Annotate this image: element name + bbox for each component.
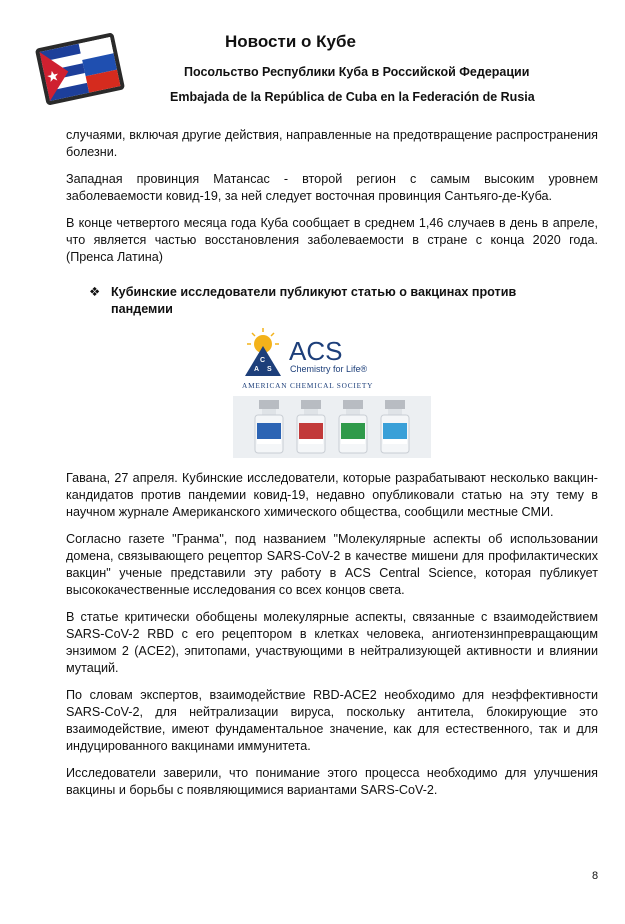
svg-text:A: A (254, 366, 260, 373)
svg-text:S: S (267, 366, 272, 373)
paragraph: Согласно газете "Гранма", под названием "Молекулярные аспекты об использовании домена, связывающего рецептор SARS-CoV-2 в качестве мишени для профилактических вакцин" ученые представили эту работу в ACS Central Science, которая публикует высококачественные исследования со всех концов света. (66, 532, 598, 597)
newsletter-title: Новости о Кубе (225, 32, 356, 51)
acs-tagline: Chemistry for Life® (290, 364, 368, 374)
paragraph: В статье критически обобщены молекулярные аспекты, связанные с взаимодействием SARS-CoV-2 RBD с его рецептором в клетках человека, ангиотензинпревращающим энзимом 2 (ACE2), эпитопами, участвующими в нейтрализующей активности и влиянии мутаций. (66, 610, 598, 675)
embassy-name-ru: Посольство Республики Куба в Российской Федерации (184, 65, 530, 79)
paragraph: В конце четвертого месяца года Куба сообщает в среднем 1,46 случаев в день в апреле, что является частью восстановления заболеваемости в стране с конца 2020 года. (Пренса Латина) (66, 216, 598, 264)
article-heading (89, 284, 598, 318)
article-body (66, 127, 598, 809)
article-heading-text: Кубинские исследователи публикуют статью о вакцинах против пандемии (111, 285, 517, 316)
flags-logo (30, 28, 130, 110)
svg-text:C: C (260, 357, 266, 364)
paragraph: Исследователи заверили, что понимание этого процесса необходимо для улучшения вакцины и борьбы с появляющимися вариантами SARS-CoV-2. (66, 766, 598, 797)
acs-society-name: AMERICAN CHEMICAL SOCIETY (242, 381, 374, 390)
paragraph: случаями, включая другие действия, направленные на предотвращение распространения болезни. (66, 128, 598, 159)
embassy-name-es: Embajada de la República de Cuba en la Federación de Rusia (170, 90, 535, 104)
acs-logo-text: ACS (289, 336, 343, 366)
diamond-bullet-icon: ❖ (89, 285, 101, 299)
vaccine-vial (381, 400, 409, 453)
paragraph: Западная провинция Матансас - второй регион с самым высоким уровнем заболеваемости ковид-19, за ней следует восточная провинция Сантьяго-де-Куба. (66, 172, 598, 203)
acs-emblem-icon (245, 328, 281, 376)
page-number: 8 (592, 870, 599, 882)
paragraph: Гавана, 27 апреля. Кубинские исследователи, которые разрабатывают несколько вакцин-кандидатов против пандемии ковид-19, недавно опубликовали статью на эту тему в научном журнале Американского химического общества, сообщили местные СМИ. (66, 471, 598, 519)
acs-vaccine-image (233, 324, 431, 458)
vaccine-vial (255, 400, 283, 453)
vaccine-vial (297, 400, 325, 453)
vaccine-vial (339, 400, 367, 453)
paragraph: По словам экспертов, взаимодействие RBD-ACE2 необходимо для неэффективности SARS-CoV-2, для нейтрализации вируса, поскольку антитела, блокирующие это взаимодействие, имеют фундаментальное значение, как для естественного, так и для индуцированного вакцинами иммунитета. (66, 688, 598, 753)
acs-image-svg (233, 324, 431, 458)
